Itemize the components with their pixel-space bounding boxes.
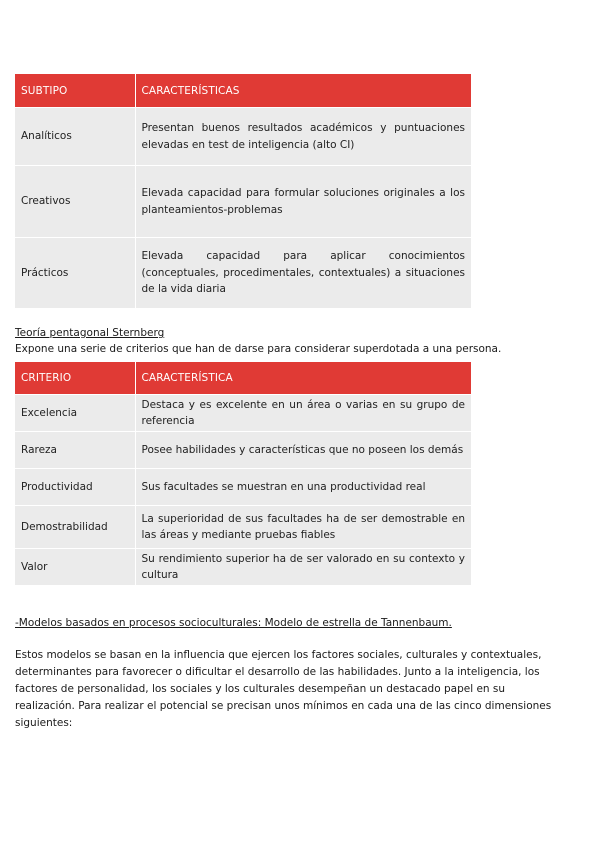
criterio-cell: Valor [15,549,135,586]
column-header-criterio: CRITERIO [15,362,135,395]
subtypes-table [15,74,471,308]
table-row [15,108,471,166]
column-header-subtipo: SUBTIPO [15,74,135,108]
description-cell: Posee habilidades y características que no poseen los demás [135,432,471,469]
description-cell: Destaca y es excelente en un área o varias en su grupo de referencia [135,395,471,432]
table-row [15,166,471,238]
tannenbaum-title: -Modelos basados en procesos socioculturales: Modelo de estrella de Tannenbaum. [15,617,452,629]
criterio-cell: Rareza [15,432,135,469]
criteria-table [15,362,471,585]
subtipo-cell: Prácticos [15,238,135,309]
table-row [15,395,471,432]
tannenbaum-paragraph: Estos modelos se basan en la influencia que ejercen los factores sociales, culturales y contextuales, determinantes para favorecer o dificultar el desarrollo de las habilidades. Junto a la inteligencia, los factores de personalidad, los sociales y los culturales desempeñan un destacado papel en su realización. Para realizar el potencial se precisan unos mínimos en cada una de las cinco dimensiones siguientes: [15,649,552,729]
sternberg-intro: Expone una serie de criterios que han de darse para considerar superdotada a una persona. [15,343,502,355]
description-cell: Presentan buenos resultados académicos y puntuaciones elevadas en test de inteligencia (alto CI) [135,108,471,166]
table-header-row [15,74,471,108]
subtipo-cell: Creativos [15,166,135,238]
criterio-cell: Excelencia [15,395,135,432]
table-row [15,506,471,549]
sternberg-title: Teoría pentagonal Sternberg [15,327,165,339]
table-row [15,469,471,506]
subtipo-cell: Analíticos [15,108,135,166]
table-row [15,432,471,469]
column-header-caracteristicas: CARACTERÍSTICAS [135,74,471,108]
description-cell: Sus facultades se muestran en una productividad real [135,469,471,506]
table-row [15,238,471,309]
description-cell: Elevada capacidad para aplicar conocimientos (conceptuales, procedimentales, contextuales) a situaciones de la vida diaria [135,238,471,309]
criterio-cell: Demostrabilidad [15,506,135,549]
description-cell: Su rendimiento superior ha de ser valorado en su contexto y cultura [135,549,471,586]
table-header-row [15,362,471,395]
criterio-cell: Productividad [15,469,135,506]
column-header-caracteristica: CARACTERÍSTICA [135,362,471,395]
table-row [15,549,471,586]
description-cell: Elevada capacidad para formular soluciones originales a los planteamientos-problemas [135,166,471,238]
description-cell: La superioridad de sus facultades ha de ser demostrable en las áreas y mediante pruebas fiables [135,506,471,549]
